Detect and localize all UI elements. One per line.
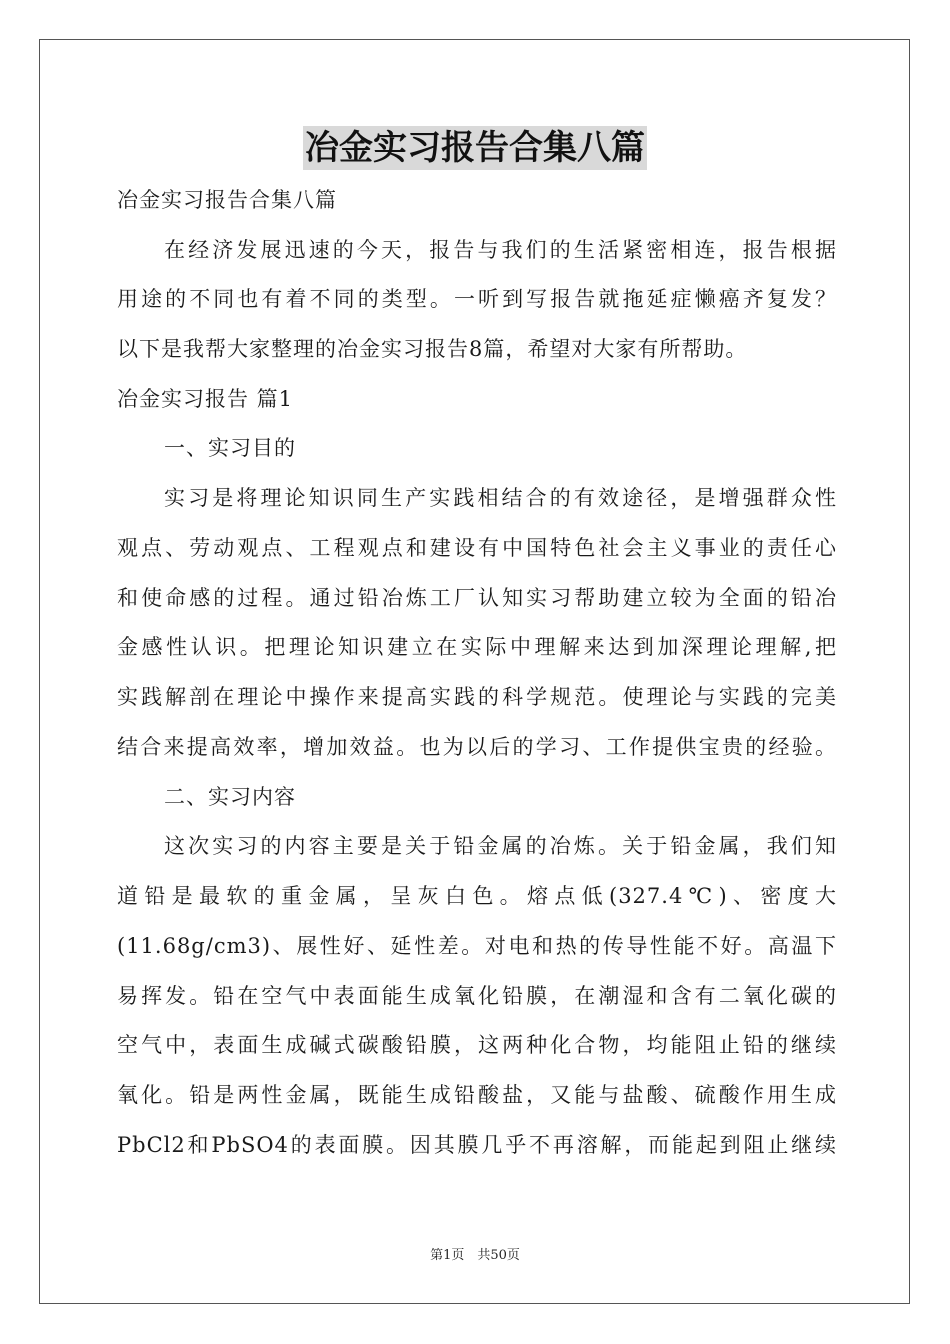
- body-line: 结合来提高效率，增加效益。也为以后的学习、工作提供宝贵的经验。: [117, 735, 837, 759]
- body-line: 道铅是最软的重金属，呈灰白色。熔点低(327.4℃)、密度大: [117, 884, 837, 908]
- body-line: 空气中，表面生成碱式碳酸铅膜，这两种化合物，均能阻止铅的继续: [117, 1033, 837, 1057]
- page-number: 第1页 共50页: [430, 1248, 520, 1263]
- body-line: 和使命感的过程。通过铅冶炼工厂认知实习帮助建立较为全面的铅冶: [117, 586, 837, 610]
- body-line: 以下是我帮大家整理的冶金实习报告8篇，希望对大家有所帮助。: [117, 337, 748, 361]
- body-line: 氧化。铅是两性金属，既能生成铅酸盐，又能与盐酸、硫酸作用生成: [117, 1083, 837, 1107]
- body-line: PbCl2和PbSO4的表面膜。因其膜几乎不再溶解，而能起到阻止继续: [117, 1133, 837, 1157]
- subsection-heading: 一、实习目的: [164, 436, 296, 460]
- subsection-heading: 二、实习内容: [164, 785, 296, 809]
- page-footer: [0, 1247, 950, 1265]
- body-line: 实践解剖在理论中操作来提高实践的科学规范。使理论与实践的完美: [117, 685, 837, 709]
- body-line: 在经济发展迅速的今天，报告与我们的生活紧密相连，报告根据: [164, 238, 837, 262]
- body-line: 这次实习的内容主要是关于铅金属的冶炼。关于铅金属，我们知: [164, 834, 837, 858]
- subtitle-line: 冶金实习报告合集八篇: [117, 188, 337, 212]
- body-line: 易挥发。铅在空气中表面能生成氧化铅膜，在潮湿和含有二氧化碳的: [117, 984, 837, 1008]
- body-line: 金感性认识。把理论知识建立在实际中理解来达到加深理论理解,把: [117, 635, 837, 659]
- document-title: 冶金实习报告合集八篇: [305, 128, 645, 168]
- page-border: [39, 39, 910, 1304]
- body-line: 用途的不同也有着不同的类型。一听到写报告就拖延症懒癌齐复发？: [117, 287, 837, 311]
- section-heading: 冶金实习报告 篇1: [117, 387, 294, 411]
- body-line: 实习是将理论知识同生产实践相结合的有效途径，是增强群众性: [164, 486, 837, 510]
- body-line: (11.68g/cm3)、展性好、延性差。对电和热的传导性能不好。高温下: [117, 934, 837, 958]
- title-container: [0, 126, 950, 170]
- body-line: 观点、劳动观点、工程观点和建设有中国特色社会主义事业的责任心: [117, 536, 837, 560]
